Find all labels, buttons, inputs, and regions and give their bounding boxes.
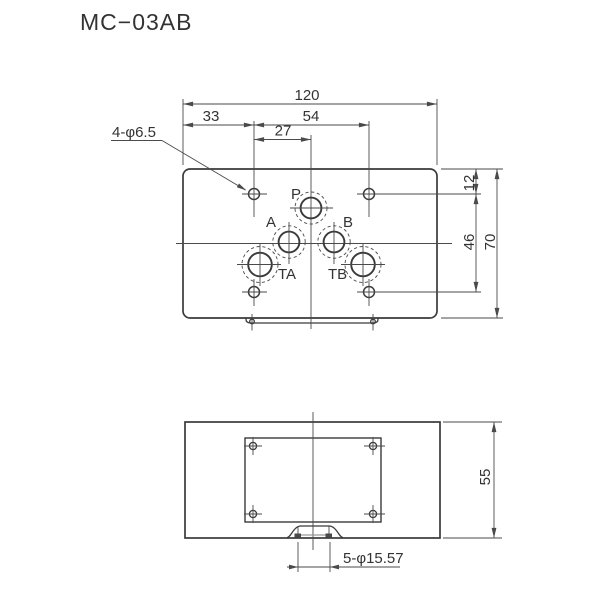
dim-overall-height-label: 70 xyxy=(482,233,499,251)
port-ta-label: TA xyxy=(278,266,297,283)
bolt-hole-leader-label: 4-φ6.5 xyxy=(112,124,156,141)
dimension-arrowhead xyxy=(330,565,339,570)
dim-bolt-offset-left-label: 33 xyxy=(202,108,220,125)
dim-port-offset-label: 27 xyxy=(274,122,292,140)
dim-bolt-offset-top-label: 12 xyxy=(461,174,478,192)
boss-foot-right xyxy=(326,534,333,538)
body-outline xyxy=(185,422,440,538)
dimension-arrowhead xyxy=(289,565,298,570)
port-a-label: A xyxy=(266,214,277,231)
port-tb-label: TB xyxy=(328,266,348,283)
drawing-title: MC−03AB xyxy=(80,9,193,35)
port-b-label: B xyxy=(343,214,354,231)
leader-line xyxy=(162,141,246,191)
top-view xyxy=(111,87,503,331)
dim-boss-diameter-label: 5-φ15.57 xyxy=(343,550,404,567)
dim-overall-width-label: 120 xyxy=(294,87,320,104)
port-p-label: P xyxy=(291,186,302,203)
leader-arrowhead xyxy=(237,184,247,191)
boss-foot-left xyxy=(295,534,302,538)
dim-body-height-label: 55 xyxy=(477,468,494,486)
bottom-view xyxy=(185,412,502,572)
dim-bolt-spacing-label: 54 xyxy=(302,108,320,125)
dim-bolt-vertical-spacing-label: 46 xyxy=(461,233,478,251)
